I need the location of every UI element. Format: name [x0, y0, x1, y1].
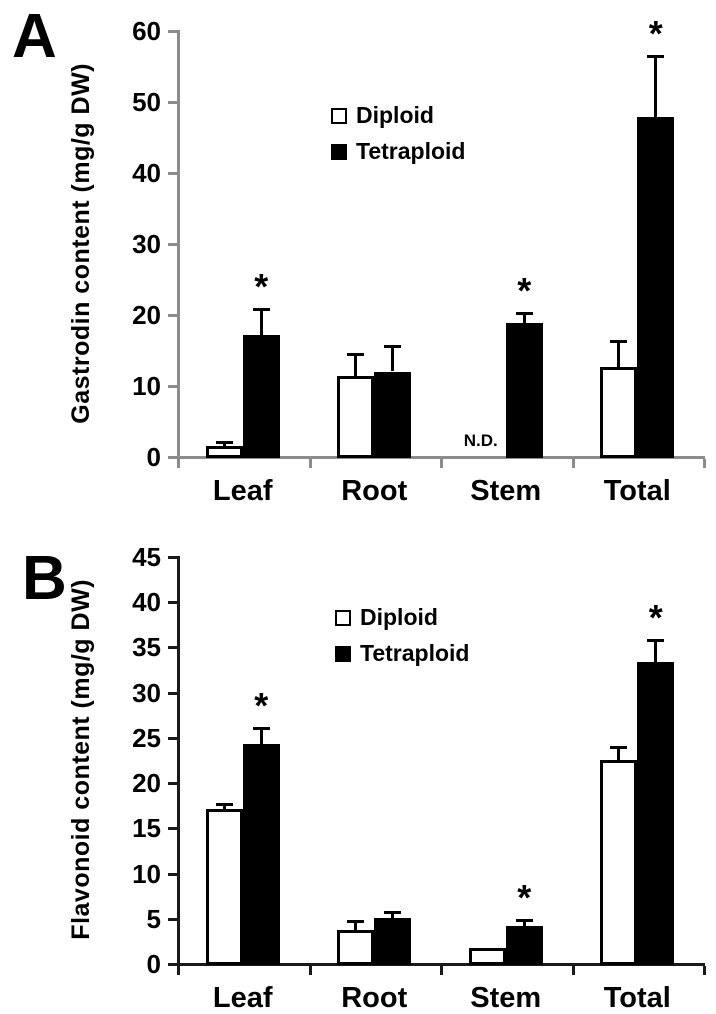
- y-axis-title: [60, 30, 102, 456]
- y-tick: [168, 827, 178, 830]
- y-tick-label: 0: [146, 442, 161, 472]
- y-tick-label: 10: [132, 371, 161, 401]
- error-bar-line: [260, 309, 263, 335]
- y-axis: [177, 556, 180, 966]
- x-tick: [177, 459, 180, 468]
- y-axis-title-text: Flavonoid content (mg/g DW): [66, 579, 95, 940]
- bar-tetraploid-total: [637, 662, 674, 965]
- legend-label: Diploid: [356, 102, 434, 128]
- panel-label-a: A: [12, 2, 57, 71]
- bar-diploid-stem: [469, 948, 506, 965]
- y-tick: [168, 385, 178, 388]
- legend-item-diploid: [331, 104, 465, 127]
- filled-square-swatch-icon: [331, 144, 347, 160]
- y-tick: [168, 646, 178, 649]
- y-tick: [168, 601, 178, 604]
- bar-diploid-total: [600, 367, 637, 458]
- significance-asterisk: *: [648, 597, 663, 639]
- x-category-label: Leaf: [212, 982, 273, 1014]
- not-detected-label: N.D.: [463, 431, 498, 450]
- x-category-label: Stem: [470, 475, 542, 507]
- significance-asterisk: *: [648, 12, 663, 54]
- y-tick-label: 10: [132, 858, 161, 889]
- error-bar-cap: [384, 345, 401, 348]
- x-tick: [440, 966, 443, 975]
- y-tick-label: 5: [146, 903, 161, 934]
- error-bar-cap: [610, 340, 627, 343]
- panel-label-b: B: [22, 544, 67, 613]
- error-bar-line: [391, 346, 394, 372]
- bar-tetraploid-stem: [506, 323, 543, 458]
- error-bar-line: [260, 728, 263, 744]
- legend-label: Tetraploid: [356, 138, 466, 164]
- error-bar-cap: [647, 639, 664, 642]
- error-bar-line: [654, 56, 657, 117]
- y-tick-label: 30: [132, 677, 161, 708]
- error-bar-cap: [347, 920, 364, 923]
- y-tick: [168, 30, 178, 33]
- y-axis-title: [60, 556, 102, 963]
- x-category-label: Stem: [470, 982, 542, 1014]
- x-category-label: Total: [603, 475, 671, 507]
- y-tick: [168, 556, 178, 559]
- error-bar-cap: [516, 312, 533, 315]
- y-tick-label: 45: [132, 542, 161, 572]
- error-bar-cap: [253, 308, 270, 311]
- legend-label: Tetraploid: [360, 640, 470, 666]
- y-tick: [168, 172, 178, 175]
- y-tick: [168, 692, 178, 695]
- bar-tetraploid-stem: [506, 926, 543, 965]
- y-tick: [168, 782, 178, 785]
- y-tick: [168, 873, 178, 876]
- x-category-label: Root: [341, 982, 408, 1014]
- error-bar-cap: [647, 55, 664, 58]
- error-bar-line: [617, 341, 620, 367]
- y-tick-label: 35: [132, 632, 161, 663]
- y-tick-label: 25: [132, 722, 161, 753]
- bar-tetraploid-root: [374, 372, 411, 458]
- x-tick: [177, 966, 180, 975]
- y-tick-label: 40: [132, 158, 161, 188]
- x-tick: [309, 459, 312, 468]
- legend: [331, 104, 465, 163]
- error-bar-cap: [384, 911, 401, 914]
- y-tick: [168, 243, 178, 246]
- significance-asterisk: *: [517, 876, 532, 918]
- y-tick-label: 0: [146, 949, 161, 979]
- error-bar-line: [654, 640, 657, 662]
- error-bar-cap: [253, 727, 270, 730]
- significance-asterisk: *: [254, 266, 269, 308]
- x-tick: [703, 966, 706, 975]
- open-square-swatch-icon: [331, 108, 347, 124]
- x-tick: [572, 966, 575, 975]
- legend-item-diploid: [335, 606, 469, 629]
- y-tick-label: 15: [132, 813, 161, 844]
- x-category-label: Root: [341, 475, 408, 507]
- y-tick: [168, 918, 178, 921]
- legend: [335, 606, 469, 665]
- error-bar-cap: [610, 746, 627, 749]
- bar-tetraploid-total: [637, 117, 674, 458]
- x-tick: [572, 459, 575, 468]
- y-tick-label: 20: [132, 768, 161, 799]
- x-tick: [703, 459, 706, 468]
- legend-item-tetraploid: [335, 642, 469, 665]
- error-bar-cap: [216, 441, 233, 444]
- x-category-label: Total: [603, 982, 671, 1014]
- y-tick-label: 60: [132, 16, 161, 46]
- bar-diploid-leaf: [206, 809, 243, 965]
- filled-square-swatch-icon: [335, 646, 351, 662]
- bar-diploid-leaf: [206, 446, 243, 458]
- x-tick: [440, 459, 443, 468]
- y-tick-label: 50: [132, 87, 161, 117]
- error-bar-cap: [516, 919, 533, 922]
- bar-tetraploid-leaf: [243, 335, 280, 458]
- y-tick-label: 20: [132, 300, 161, 330]
- flavonoid-bar-chart: [0, 515, 716, 1014]
- y-tick: [168, 737, 178, 740]
- bar-diploid-root: [337, 376, 374, 458]
- y-tick-label: 30: [132, 229, 161, 259]
- significance-asterisk: *: [517, 269, 532, 311]
- open-square-swatch-icon: [335, 610, 351, 626]
- bar-tetraploid-root: [374, 918, 411, 965]
- error-bar-line: [617, 747, 620, 761]
- x-tick: [309, 966, 312, 975]
- error-bar-cap: [347, 353, 364, 356]
- bar-tetraploid-leaf: [243, 744, 280, 965]
- legend-label: Diploid: [360, 604, 438, 630]
- legend-item-tetraploid: [331, 140, 465, 163]
- y-axis-title-text: Gastrodin content (mg/g DW): [66, 62, 95, 424]
- significance-asterisk: *: [254, 684, 269, 726]
- bar-diploid-root: [337, 930, 374, 965]
- x-category-label: Leaf: [212, 475, 273, 507]
- error-bar-cap: [216, 803, 233, 806]
- y-tick: [168, 314, 178, 317]
- y-tick: [168, 101, 178, 104]
- bar-diploid-total: [600, 760, 637, 965]
- error-bar-line: [354, 354, 357, 375]
- y-tick-label: 40: [132, 587, 161, 618]
